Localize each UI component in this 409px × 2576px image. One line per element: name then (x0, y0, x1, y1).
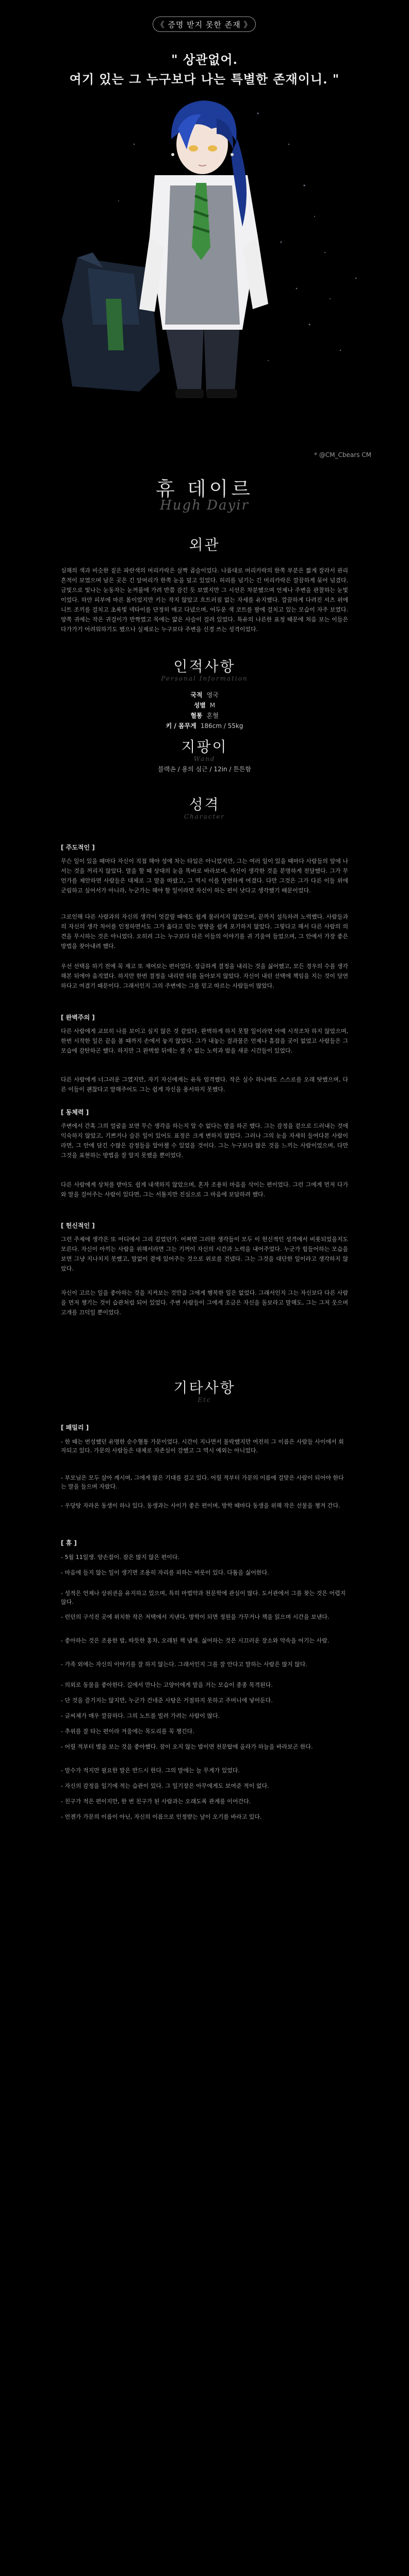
etc-item: - 성적은 언제나 상위권을 유지하고 있으며, 특히 마법약과 천문학에 관심이 많다. 도서관에서 그를 찾는 것은 어렵지 않다. (61, 1590, 346, 1605)
personality-tag: [ 완벽주의 ] (61, 1014, 95, 1021)
appearance-title: 외관 (189, 536, 220, 553)
etc-item: - 5월 11일생. 양손잡이. 잠은 많지 않은 편이다. (61, 1554, 179, 1561)
personality-paragraph: 그로인해 다른 사람과의 자신의 생각이 엇갈릴 때에도 쉽게 물러서지 않았으며, 끝까지 설득하려 노력했다. 사람들과의 자신의 생각 차이를 인정하면서도 그가 옳다고 믿는 방향을 쉽게 포기하지 않았다. 그렇다고 해서 다른 사람의 의견을 무시하는 것은 아니었다. 오히려 그는 누구보다 다른 이들의 이야기를 귀 기울여 들었으며, 그 안에서 가장 좋은 방법을 찾아내려 했다. (61, 913, 348, 950)
personality-paragraph: 자신이 고르는 일을 좋아하는 것을 지켜보는 것만큼 그에게 행복한 일은 없었다. 그래서인지 그는 자신보다 다른 사람을 먼저 챙기는 것이 습관처럼 되어 있었다. 주변 사람들이 그에게 조금은 자신을 돌보라고 말해도, 그는 그저 웃으며 고개를 끄덕일 뿐이었다. (61, 1290, 348, 1316)
etc-subtitle: Etc (198, 1396, 211, 1403)
etc-item: - 어릴 적부터 별을 보는 것을 좋아했다. 잠이 오지 않는 밤이면 천문탑에 올라가 하늘을 바라보곤 한다. (61, 1743, 313, 1750)
personality-paragraph: 다른 사람에게 너그러운 그였지만, 자기 자신에게는 유독 엄격했다. 작은 실수 하나에도 스스로를 오래 탓했으며, 다른 이들이 괜찮다고 말해주어도 그는 쉽게 자신을 용서하지 못했다. (61, 1076, 348, 1093)
etc-tag: [ 휴 ] (61, 1539, 77, 1547)
etc-item: - 단 것을 즐기지는 않지만, 누군가 건네준 사탕은 거절하지 못하고 주머니에 넣어둔다. (61, 1697, 273, 1704)
etc-item: - 의외로 동물을 좋아한다. 길에서 만나는 고양이에게 말을 거는 모습이 종종 목격된다. (61, 1682, 273, 1688)
etc-title: 기타사항 (173, 1379, 236, 1396)
wand-details: 블랙손 / 용의 심근 / 12in / 튼튼함 (158, 766, 251, 773)
etc-item: - 말수가 적지만 필요한 말은 반드시 한다. 그의 말에는 늘 무게가 있었다. (61, 1767, 240, 1774)
etc-item: - 자신의 감정을 일기에 적는 습관이 있다. 그 일기장은 아무에게도 보여준 적이 없다. (61, 1783, 269, 1789)
quote-line-1: " 상관없어. (171, 52, 238, 67)
personality-paragraph: 주변에서 간혹 그의 얼굴을 보면 무슨 생각을 하는지 알 수 없다는 말을 하곤 했다. 그는 감정을 겉으로 드러내는 것에 익숙하지 않았고, 기쁘거나 슬픈 일이 있어도 표정은 크게 변하지 않았다. 그러나 그의 눈을 자세히 들여다본 사람이라면, 그 안에 담긴 수많은 감정들을 알아챌 수 있었을 것이다. 그는 누구보다 많은 것을 느끼는 사람이었으며, 다만 그것을 표현하는 방법을 잘 알지 못했을 뿐이었다. (61, 1123, 348, 1159)
illustration-credit: * @CM_Cbears CM (314, 451, 371, 459)
etc-item: - 한 때는 번성했던 유명한 순수혈통 가문이었다. 시간이 지나면서 몰락했지만 여전히 그 이름은 사람들 사이에서 회자되고 있다. 가문의 사람들은 대체로 자존심이 강했고 그 역시 예외는 아니었다. (61, 1438, 344, 1454)
profile-row: 혈통 혼혈 (190, 712, 219, 719)
etc-item: - 마음에 들지 않는 일이 생기면 조용히 자리를 피하는 버릇이 있다. 다툼을 싫어한다. (61, 1569, 269, 1576)
title-badge: 《 증명 받지 못한 존재 》 (153, 16, 256, 32)
wand-title: 지팡이 (181, 738, 228, 755)
legs (165, 325, 240, 398)
profile-row: 키 / 몸무게 186cm / 55kg (166, 722, 243, 730)
etc-item: - 추위를 잘 타는 편이라 겨울에는 목도리를 꼭 챙긴다. (61, 1728, 194, 1735)
personality-paragraph: 다른 사람에게 교묘히 나를 보이고 싶지 않은 것 같았다. 완벽하게 하지 못할 일이라면 아예 시작조차 하지 않았으며, 한번 시작한 일은 끝을 볼 때까지 손에서 놓지 않았다. 그가 내놓는 결과물은 언제나 흠잡을 곳이 없었고 사람들은 그 모습에 감탄하곤 했다. 하지만 그 완벽함 뒤에는 셀 수 없는 노력과 밤을 새운 시간들이 있었다. (61, 1028, 348, 1054)
profile-subtitle: Personal Information (161, 675, 248, 682)
profile-row: 성별 M (193, 702, 216, 709)
personality-subtitle: Character (184, 813, 225, 820)
personality-paragraph: 우선 선택을 하기 전에 꼭 재고 또 재어보는 편이었다. 성급하게 결정을 내리는 것을 싫어했고, 모든 경우의 수를 생각해본 뒤에야 움직였다. 하지만 한번 결정을 내리면 뒤를 돌아보지 않았다. 자신이 내린 선택에 책임을 지는 것이 당연하다고 여겼기 때문이다. 그래서인지 그의 주변에는 그를 믿고 따르는 사람들이 많았다. (61, 963, 348, 989)
personality-paragraph: 다른 사람에게 상처를 받아도 쉽게 내색하지 않았으며, 혼자 조용히 마음을 삭이는 편이었다. 그런 그에게 먼저 다가와 말을 걸어주는 사람이 있다면, 그는 서툴지만 진심으로 그 마음에 보답하려 했다. (61, 1181, 348, 1198)
etc-item: - 좋아하는 것은 조용한 밤, 따뜻한 홍차, 오래된 책 냄새. 싫어하는 것은 시끄러운 장소와 약속을 어기는 사람. (61, 1637, 330, 1644)
character-name: 휴 데이르 (156, 478, 253, 500)
quote-line-2: 여기 있는 그 누구보다 나는 특별한 존재이니. " (69, 72, 340, 87)
etc-item: - 런던의 구석진 곳에 위치한 작은 저택에서 지낸다. 방학이 되면 정원을 가꾸거나 책을 읽으며 시간을 보낸다. (61, 1614, 330, 1620)
personality-title: 성격 (189, 796, 220, 813)
wand-subtitle: Wand (193, 755, 216, 762)
etc-item: - 언젠가 가문의 이름이 아닌, 자신의 이름으로 인정받는 날이 오기를 바라고 있다. (61, 1814, 262, 1820)
etc-item: - 친구가 적은 편이지만, 한 번 친구가 된 사람과는 오래도록 관계를 이어간다. (61, 1798, 251, 1805)
etc-item: - 우당탕 자라온 동생이 하나 있다. 동생과는 사이가 좋은 편이며, 방학 때마다 동생을 위해 작은 선물을 챙겨 간다. (61, 1502, 340, 1509)
etc-item: - 가족 외에는 자신의 이야기를 잘 하지 않는다. 그래서인지 그를 잘 안다고 말하는 사람은 많지 않다. (61, 1661, 307, 1668)
personality-tag: [ 주도적인 ] (61, 844, 95, 851)
etc-item: - 부모님은 모두 살아 계시며, 그에게 많은 기대를 걸고 있다. 어릴 적부터 가문의 이름에 걸맞은 사람이 되어야 한다는 말을 들으며 자랐다. (61, 1475, 344, 1490)
etc-tag: [ 패밀리 ] (61, 1424, 89, 1431)
personality-paragraph: 무슨 일이 있을 때마다 자신이 직접 해야 성에 차는 타입은 아니었지만, 그는 여러 일이 있을 때마다 사람들의 앞에 나서는 것을 꺼리지 않았다. 말을 할 때 상대의 눈을 똑바로 바라보며, 자신이 생각한 것을 분명하게 전달했다. 그가 무언가를 제안하면 사람들은 대체로 그 말을 따랐고, 그 역시 이를 당연하게 여겼다. 다만 그것은 그가 다른 이들 위에 군림하고 싶어서가 아니라, 누군가는 해야 할 일이라면 자신이 하는 편이 낫다고 생각했기 때문이었다. (61, 858, 348, 894)
etc-item: - 글씨체가 매우 깔끔하다. 그의 노트를 빌려 가려는 사람이 많다. (61, 1713, 220, 1719)
appearance-text: 심해의 색과 비슷한 짙은 파란색의 머리카락은 살짝 곱슬이었다. 나름대로 머리카락의 한쪽 부분은 짧게 잘라서 관리 흔적이 보였으며 남은 곳은 긴 앞머리가 한쪽 눈을 덮고 있었다. 허리를 넘기는 긴 머리카락은 깔끔하게 묶어 넘겼다. 금빛으로 빛나는 눈동자는 눈꺼풀에 가려 반쯤 감긴 듯 보였지만 그 시선은 차분했으며 언제나 주변을 관찰하는 눈빛이었다. 하얀 피부에 마른 몸이었지만 키는 작지 않았고 흐트러짐 없는 자세를 유지했다. 깔끔하게 다려진 셔츠 위에 니트 조끼를 걸치고 초록빛 넥타이를 단정히 매고 다녔으며, 어두운 색 코트를 팔에 걸치고 있는 모습이 자주 보였다. 양쪽 귀에는 작은 귀걸이가 반짝였고 목에는 얇은 사슬이 걸려 있었다. 특유의 나른한 표정 때문에 처음 보는 이들은 다가가기 어려워하기도 했으나 실제로는 누구보다 주변을 신경 쓰는 성격이었다. (61, 567, 348, 633)
character-name-english: Hugh Dayir (160, 498, 249, 513)
profile-title: 인적사항 (173, 658, 236, 675)
personality-tag: [ 동체력 ] (61, 1109, 89, 1116)
torso (139, 175, 268, 330)
profile-row: 국적 영국 (190, 691, 219, 699)
personality-paragraph: 그런 주제에 생각은 또 어디에서 그리 깊었던가. 어쩌면 그러한 생각들이 모두 이 헌신적인 성격에서 비롯되었을지도 모른다. 자신이 아끼는 사람을 위해서라면 그는 기꺼이 자신의 시간과 노력을 내어주었다. 누군가 힘들어하는 모습을 보면 그냥 지나치지 못했고, 말없이 곁에 있어주는 것으로 위로를 건넸다. 그는 그것을 대단한 일이라고 생각하지 않았다. (61, 1236, 348, 1272)
character-illustration (0, 82, 409, 412)
personality-tag: [ 헌신적인 ] (61, 1222, 95, 1229)
